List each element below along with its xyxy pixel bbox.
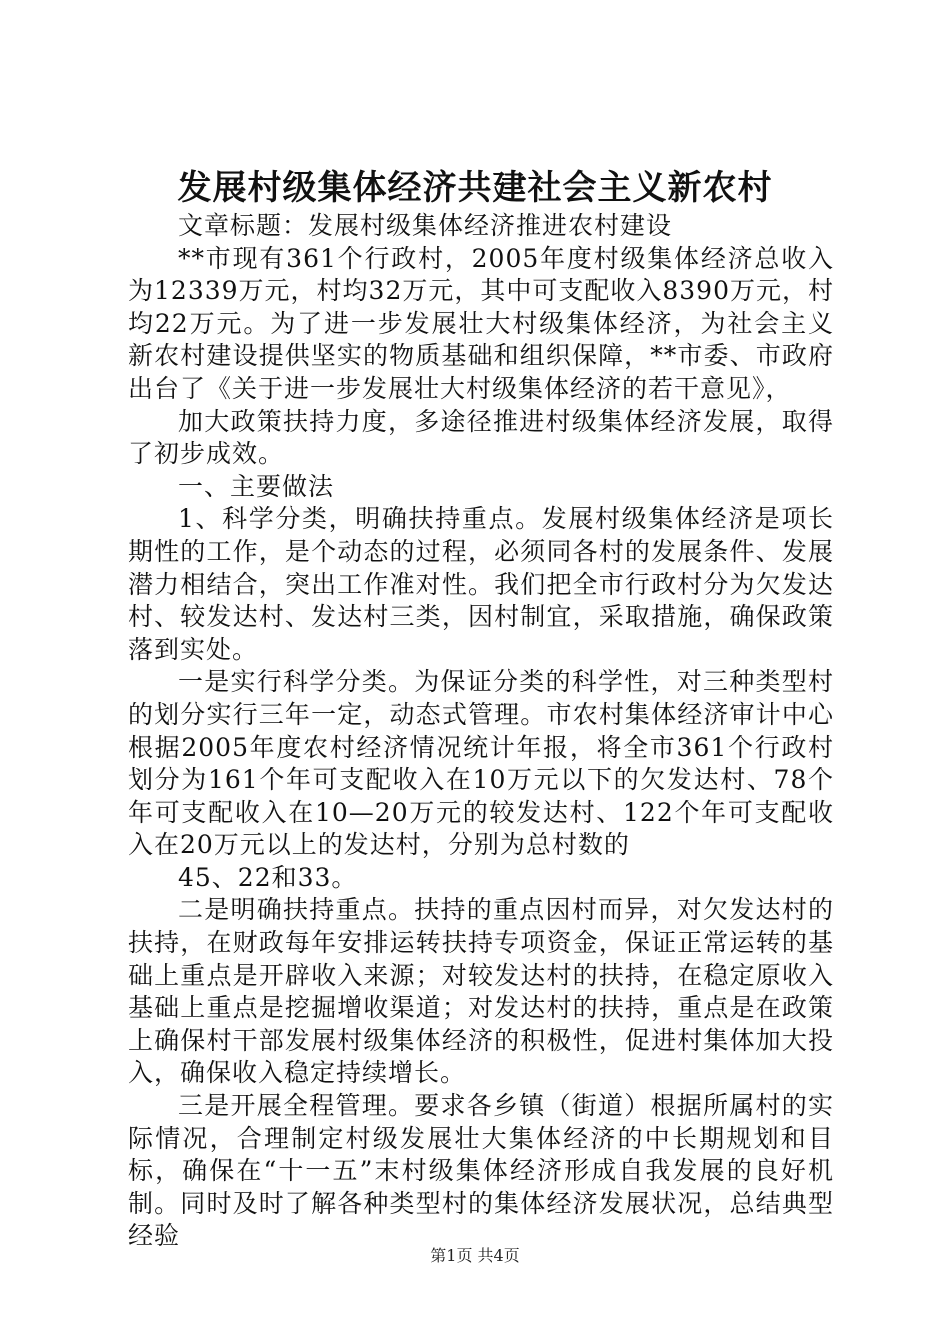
paragraph-policy: 加大政策扶持力度，多途径推进村级集体经济发展，取得了初步成效。 — [128, 406, 834, 469]
paragraph-first-point: 一是实行科学分类。为保证分类的科学性，对三种类型村的划分实行三年一定，动态式管理。市农村集体经济审计中心根据2005年度农村经济情况统计年报，将全市361个行政村划分为161个年可支配收入在10万元以下的欠发达村、78个年可支配收入在10—20万元的较发达村、122个年可支配收入在20万元以上的发达村，分别为总村数的 — [128, 667, 834, 860]
paragraph-second-point: 二是明确扶持重点。扶持的重点因村而异，对欠发达村的扶持，在财政每年安排运转扶持专项资金，保证正常运转的基础上重点是开辟收入来源；对较发达村的扶持，在稳定原收入基础上重点是挖掘增收渠道；对发达村的扶持，重点是在政策上确保村干部发展村级集体经济的积极性，促进村集体加大投入，确保收入稳定持续增长。 — [128, 895, 834, 1088]
page-number-footer: 第1页 共4页 — [430, 1246, 520, 1265]
document-title: 发展村级集体经济共建社会主义新农村 — [177, 168, 773, 208]
paragraph-article-title: 文章标题：发展村级集体经济推进农村建设 — [178, 211, 673, 240]
paragraph-third-point: 三是开展全程管理。要求各乡镇（街道）根据所属村的实际情况，合理制定村级发展壮大集体经济的中长期规划和目标，确保在“十一五”末村级集体经济形成自我发展的良好机制。同时及时了解各种类型村的集体经济发展状况，总结典型经验 — [128, 1091, 834, 1251]
paragraph-percentages: 45、22和33。 — [178, 862, 358, 892]
paragraph-classification: 1、科学分类，明确扶持重点。发展村级集体经济是项长期性的工作，是个动态的过程，必须同各村的发展条件、发展潜力相结合，突出工作准对性。我们把全市行政村分为欠发达村、较发达村、发达村三类，因村制宜，采取措施，确保政策落到实处。 — [128, 504, 834, 664]
section-heading-main-practices: 一、主要做法 — [178, 471, 335, 501]
paragraph-intro: **市现有361个行政村，2005年度村级集体经济总收入为12339万元，村均32万元，其中可支配收入8390万元，村均22万元。为了进一步发展壮大村级集体经济，为社会主义新农村建设提供坚实的物质基础和组织保障，**市委、市政府出台了《关于进一步发展壮大村级集体经济的若干意见》， — [128, 243, 834, 403]
document-body — [128, 210, 834, 1253]
